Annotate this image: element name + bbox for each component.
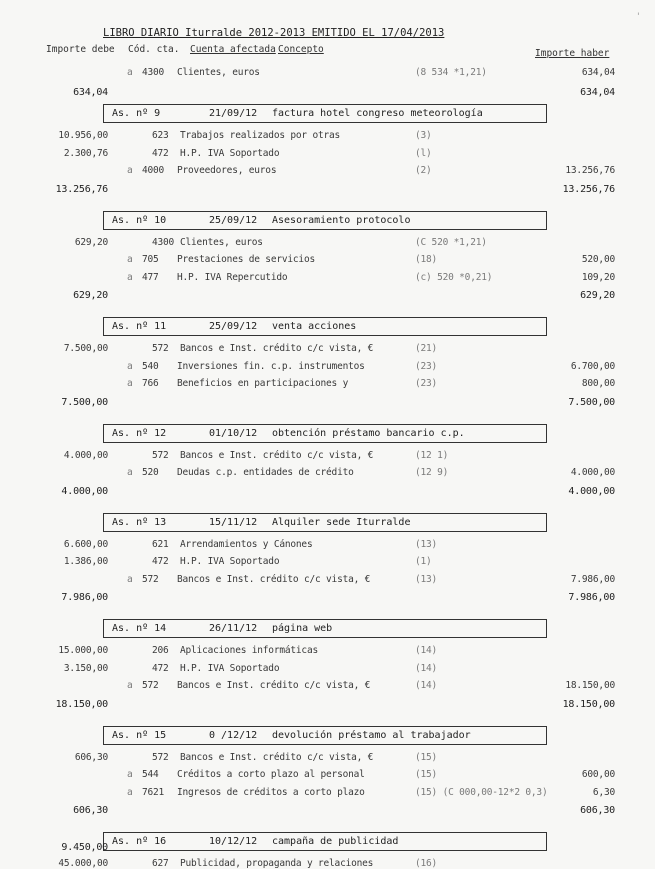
account-code: 7621 [142, 786, 165, 798]
account-name: Inversiones fin. c.p. instrumentos [177, 360, 365, 372]
entry-concept: venta acciones [272, 321, 357, 332]
line-note: (1) [415, 556, 432, 567]
entry-num: As. nº 10 [112, 214, 167, 226]
entry-date: 01/10/12 [209, 427, 258, 439]
account-code: 206 [152, 645, 169, 656]
total-haber: 13.256,76 [562, 183, 615, 195]
credit-marker: a [127, 165, 133, 176]
line-note: (12 9) [415, 467, 449, 478]
account-code: 520 [142, 467, 159, 478]
credit-marker: a [127, 769, 133, 780]
account-name: Arrendamientos y Cánones [180, 538, 313, 550]
entry-concept: campaña de publicidad [272, 836, 399, 847]
account-name: Bancos e Inst. crédito c/c vista, € [180, 343, 374, 354]
line-note: (12 1) [415, 449, 449, 461]
debe-amount: 606,30 [74, 751, 108, 763]
account-name: Clientes, euros [180, 236, 263, 248]
header-cuenta-afectada: Cuenta afectada [190, 44, 276, 55]
entry-date: 25/09/12 [209, 321, 258, 332]
line-note: (21) [415, 343, 438, 354]
total-debe: 634,04 [73, 87, 108, 98]
line-note: (13) [415, 538, 438, 550]
credit-marker: a [127, 271, 133, 283]
header-importe-haber: Importe haber [535, 48, 610, 59]
account-name: Ingresos de créditos a corto plazo [177, 786, 365, 798]
account-code: 572 [152, 343, 169, 354]
haber-amount: 520,00 [581, 254, 615, 265]
line-note: (15) (C 000,00-12*2 0,3) [415, 786, 548, 798]
account-code: 623 [152, 130, 169, 141]
credit-marker: a [127, 67, 133, 78]
total-haber: 7.500,00 [568, 396, 615, 408]
haber-amount: 4.000,00 [570, 467, 615, 478]
entry-num: As. nº 13 [112, 516, 167, 528]
line-note: (8 534 *1,21) [415, 67, 487, 78]
account-name: H.P. IVA Soportado [180, 556, 280, 567]
line-note: (23) [415, 360, 438, 372]
total-haber: 606,30 [580, 805, 615, 816]
entry-num: As. nº 15 [112, 729, 167, 741]
account-code: 766 [142, 378, 159, 389]
entry-num: As. nº 14 [112, 623, 167, 634]
haber-amount: 600,00 [581, 769, 615, 780]
haber-amount: 800,00 [581, 378, 615, 389]
entry-date: 10/12/12 [209, 836, 258, 847]
haber-amount: 13.256,76 [565, 165, 615, 176]
account-name: Trabajos realizados por otras [180, 130, 341, 141]
entry-header-box [103, 513, 547, 532]
account-code: 572 [142, 573, 159, 585]
credit-marker: a [127, 467, 133, 478]
corner-mark: ' [635, 12, 641, 22]
debe-amount: 2.300,76 [63, 147, 108, 159]
entry-date: 0 /12/12 [209, 729, 258, 741]
total-haber: 7.986,00 [568, 592, 615, 603]
line-note: (14) [415, 645, 438, 656]
account-name: Bancos e Inst. crédito c/c vista, € [177, 680, 371, 691]
account-name: Bancos e Inst. crédito c/c vista, € [180, 751, 374, 763]
account-name: Publicidad, propaganda y relaciones [180, 858, 374, 869]
credit-marker: a [127, 573, 133, 585]
account-code: 705 [142, 254, 159, 265]
account-code: 540 [142, 360, 159, 372]
credit-marker: a [127, 680, 133, 691]
entry-header-box [103, 317, 547, 336]
account-code: 621 [152, 538, 169, 550]
line-note: (2) [415, 165, 432, 176]
haber-amount: 109,20 [581, 271, 615, 283]
account-name: Deudas c.p. entidades de crédito [177, 467, 354, 478]
entry-header-box [103, 832, 547, 851]
debe-amount: 10.956,00 [58, 130, 108, 141]
debe-amount: 45.000,00 [58, 858, 108, 869]
account-code: 472 [152, 556, 169, 567]
total-haber: 4.000,00 [568, 485, 615, 497]
entry-header-box [103, 424, 547, 443]
account-name: Proveedores, euros [177, 165, 277, 176]
account-name: H.P. IVA Repercutido [177, 271, 288, 283]
line-note: (14) [415, 662, 438, 674]
account-code: 4300 [142, 67, 165, 78]
account-name: H.P. IVA Soportado [180, 662, 280, 674]
haber-amount: 634,04 [581, 67, 615, 78]
entry-concept: Alquiler sede Iturralde [272, 516, 411, 528]
entry-date: 21/09/12 [209, 108, 258, 119]
account-code: 477 [142, 271, 159, 283]
entry-header-box [103, 726, 547, 745]
entry-header-box [103, 619, 547, 638]
account-name: H.P. IVA Soportado [180, 147, 280, 159]
credit-marker: a [127, 360, 133, 372]
total-debe: 7.500,00 [61, 396, 108, 408]
debe-amount: 15.000,00 [58, 645, 108, 656]
total-debe: 606,30 [73, 805, 108, 816]
entry-date: 26/11/12 [209, 623, 258, 634]
total-debe: 7.986,00 [61, 592, 108, 603]
line-note: (14) [415, 680, 438, 691]
haber-amount: 7.986,00 [570, 573, 615, 585]
line-note: (23) [415, 378, 438, 389]
debe-amount: 6.600,00 [63, 538, 108, 550]
header-concepto: Concepto [278, 44, 324, 55]
journal-title: LIBRO DIARIO Iturralde 2012-2013 EMITIDO EL 17/04/2013 [103, 27, 445, 39]
entry-num: As. nº 16 [112, 836, 167, 847]
haber-amount: 6.700,00 [570, 360, 615, 372]
total-debe: 4.000,00 [61, 485, 108, 497]
account-code: 472 [152, 662, 169, 674]
entry-num: As. nº 9 [112, 108, 161, 119]
account-code: 572 [152, 751, 169, 763]
debe-amount: 4.000,00 [63, 449, 108, 461]
debe-amount: 629,20 [74, 236, 108, 248]
entry-date: 15/11/12 [209, 516, 258, 528]
total-haber: 629,20 [580, 290, 615, 301]
debe-amount: 3.150,00 [63, 662, 108, 674]
account-code: 4300 [152, 236, 175, 248]
line-note: (15) [415, 769, 438, 780]
haber-amount: 6,30 [592, 786, 615, 798]
entry-concept: Asesoramiento protocolo [272, 214, 411, 226]
account-name: Beneficios en participaciones y [177, 378, 349, 389]
entry-concept: obtención préstamo bancario c.p. [272, 427, 465, 439]
line-note: (c) 520 *0,21) [415, 271, 493, 283]
credit-marker: a [127, 378, 133, 389]
account-code: 4000 [142, 165, 165, 176]
line-note: (l) [415, 147, 432, 159]
account-code: 544 [142, 769, 159, 780]
credit-marker: a [127, 254, 133, 265]
entry-concept: factura hotel congreso meteorología [272, 108, 483, 119]
total-haber: 634,04 [580, 87, 615, 98]
total-debe: 13.256,76 [55, 183, 108, 195]
account-code: 627 [152, 858, 169, 869]
entry-header-box [103, 104, 547, 123]
entry-num: As. nº 12 [112, 427, 167, 439]
entry-date: 25/09/12 [209, 214, 258, 226]
debe-amount: 7.500,00 [63, 343, 108, 354]
line-note: (C 520 *1,21) [415, 236, 487, 248]
header-importe-debe: Importe debe [46, 44, 115, 55]
bottom-partial-amount: 9.450,00 [61, 842, 108, 853]
haber-amount: 18.150,00 [565, 680, 615, 691]
entry-header-box [103, 211, 547, 230]
line-note: (3) [415, 130, 432, 141]
account-name: Bancos e Inst. crédito c/c vista, € [177, 573, 371, 585]
account-name: Aplicaciones informáticas [180, 645, 318, 656]
line-note: (16) [415, 858, 438, 869]
total-debe: 629,20 [73, 290, 108, 301]
account-name: Prestaciones de servicios [177, 254, 315, 265]
account-name: Bancos e Inst. crédito c/c vista, € [180, 449, 374, 461]
credit-marker: a [127, 786, 133, 798]
line-note: (15) [415, 751, 438, 763]
account-code: 572 [152, 449, 169, 461]
line-note: (13) [415, 573, 438, 585]
account-name: Créditos a corto plazo al personal [177, 769, 365, 780]
header-cod-cta: Cód. cta. [128, 44, 180, 55]
account-code: 572 [142, 680, 159, 691]
entry-num: As. nº 11 [112, 321, 167, 332]
entry-concept: página web [272, 623, 333, 634]
total-haber: 18.150,00 [562, 698, 615, 710]
entry-concept: devolución préstamo al trabajador [272, 729, 471, 741]
total-debe: 18.150,00 [55, 698, 108, 710]
debe-amount: 1.386,00 [63, 556, 108, 567]
line-note: (18) [415, 254, 438, 265]
account-code: 472 [152, 147, 169, 159]
account-name: Clientes, euros [177, 67, 260, 78]
